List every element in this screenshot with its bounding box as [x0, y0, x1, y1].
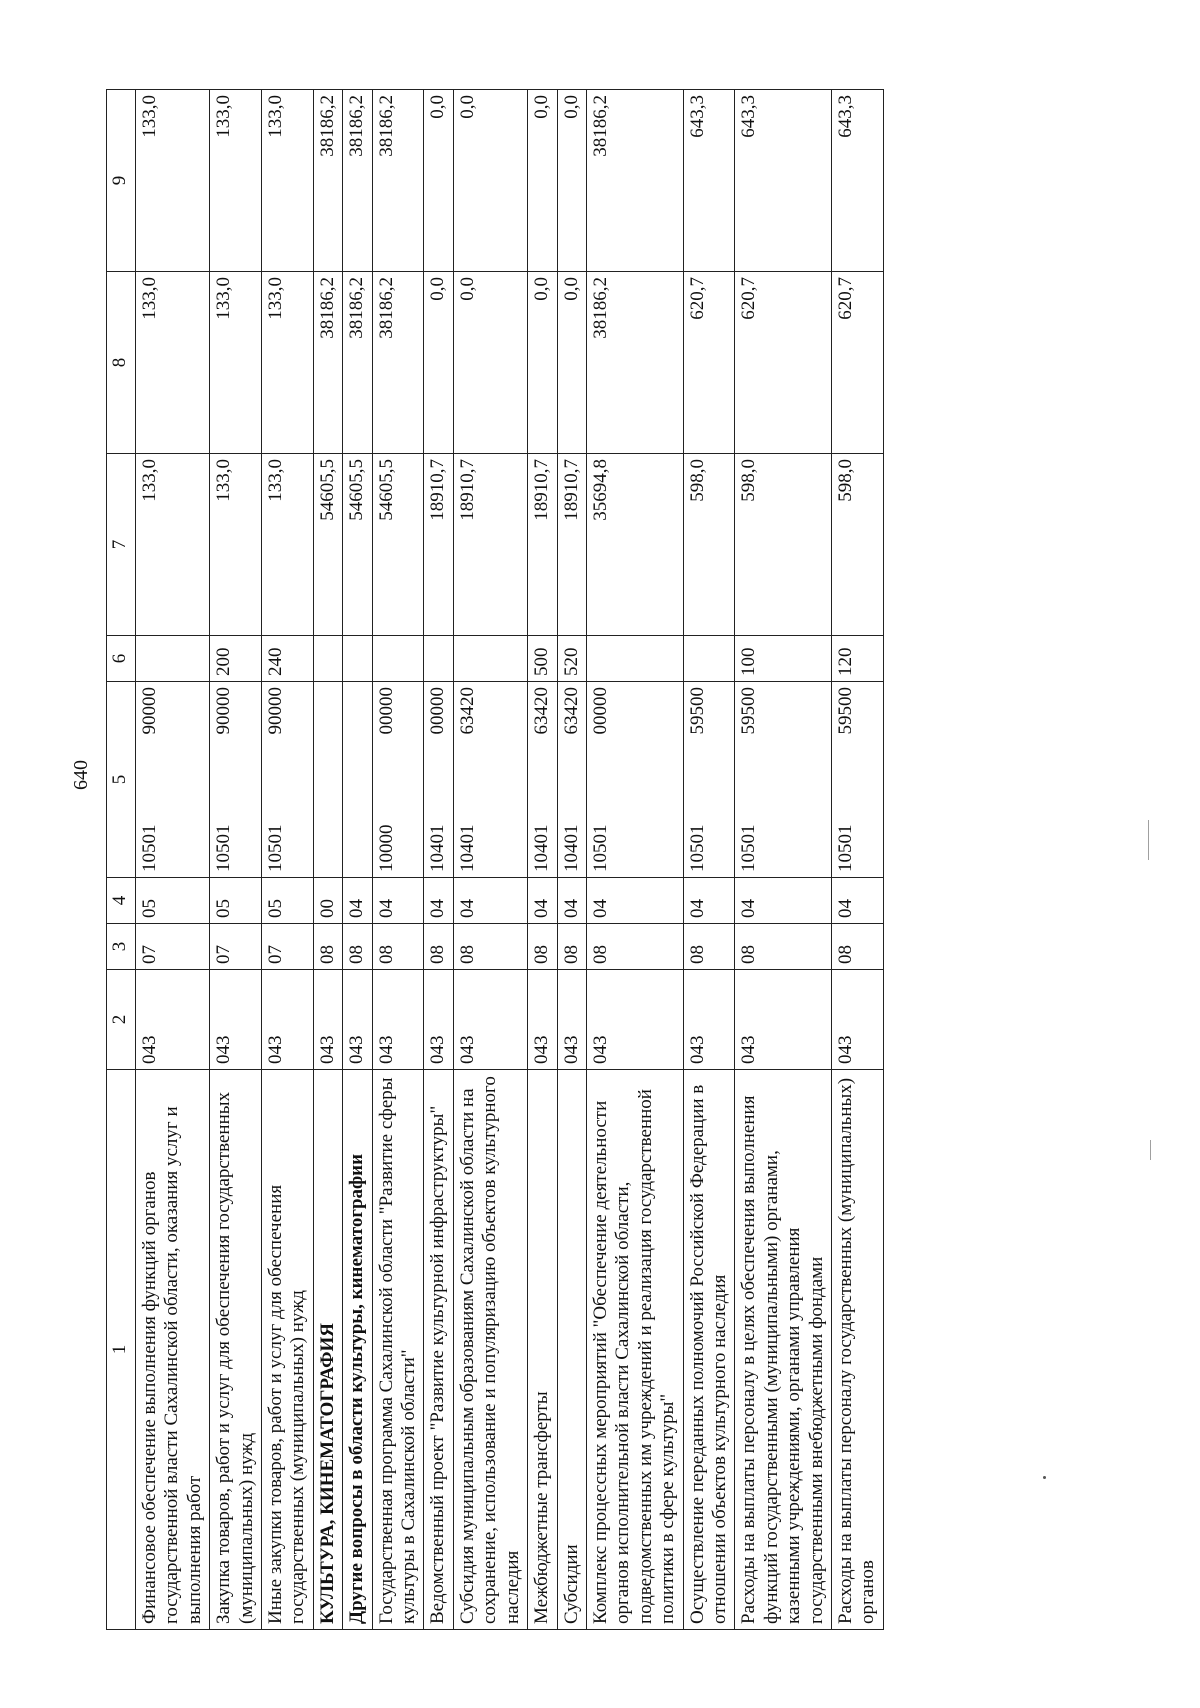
cell-section: 08 — [424, 924, 453, 970]
target-article-part-1: 10501 — [213, 824, 235, 872]
page-number: 640 — [70, 760, 92, 790]
cell-value-col8: 620,7 — [735, 272, 832, 454]
cell-admin-code: 043 — [372, 970, 424, 1070]
row-name: Субсидии — [557, 1070, 586, 1630]
cell-admin-code: 043 — [313, 970, 342, 1070]
scan-artifact — [1150, 1140, 1151, 1160]
table-row — [557, 90, 586, 1630]
cell-value-col9: 643,3 — [735, 90, 832, 272]
cell-section: 08 — [453, 924, 527, 970]
cell-expense-type — [586, 636, 683, 682]
column-header-7: 7 — [107, 454, 136, 636]
cell-subsection: 04 — [424, 878, 453, 924]
target-article-part-1: 10501 — [738, 824, 760, 872]
cell-expense-type — [453, 636, 527, 682]
cell-target-article — [210, 682, 262, 878]
cell-admin-code: 043 — [453, 970, 527, 1070]
cell-expense-type — [372, 636, 424, 682]
cell-value-col7: 35694,8 — [586, 454, 683, 636]
cell-expense-type: 120 — [831, 636, 883, 682]
target-article-part-2: 00000 — [427, 687, 449, 735]
cell-value-col9: 0,0 — [424, 90, 453, 272]
row-name: Межбюджетные трансферты — [528, 1070, 557, 1630]
row-name: Финансовое обеспечение выполнения функций органов государственной власти Сахалинской области, оказания услуг и выполнения работ — [136, 1070, 210, 1630]
cell-target-article — [424, 682, 453, 878]
header-row — [107, 90, 136, 1630]
cell-value-col7: 18910,7 — [528, 454, 557, 636]
cell-admin-code: 043 — [528, 970, 557, 1070]
table-row — [586, 90, 683, 1630]
cell-section: 08 — [557, 924, 586, 970]
cell-admin-code: 043 — [683, 970, 735, 1070]
row-name: Расходы на выплаты персоналу в целях обеспечения выполнения функций государственными (муниципальными) органами, казенными учреждениями, органами управления государственными внебюджетными фондами — [735, 1070, 832, 1630]
target-article-part-1: 10501 — [265, 824, 287, 872]
cell-value-col8: 0,0 — [557, 272, 586, 454]
table-row — [210, 90, 262, 1630]
cell-subsection: 05 — [210, 878, 262, 924]
cell-value-col9: 38186,2 — [343, 90, 372, 272]
target-article-part-2: 63420 — [531, 687, 553, 735]
target-article-part-1: 10401 — [456, 824, 478, 872]
target-article-part-2: 59500 — [738, 687, 760, 735]
column-header-5: 5 — [107, 682, 136, 878]
target-article-part-1: 10401 — [560, 824, 582, 872]
cell-value-col7: 598,0 — [831, 454, 883, 636]
cell-value-col8: 0,0 — [453, 272, 527, 454]
table-row — [313, 90, 342, 1630]
cell-expense-type — [343, 636, 372, 682]
cell-value-col9: 38186,2 — [586, 90, 683, 272]
target-article-part-1: 10501 — [139, 824, 160, 872]
row-name: Расходы на выплаты персоналу государственных (муниципальных) органов — [831, 1070, 883, 1630]
cell-section: 07 — [210, 924, 262, 970]
cell-target-article — [735, 682, 832, 878]
cell-value-col8: 38186,2 — [313, 272, 342, 454]
cell-target-article — [136, 682, 210, 878]
cell-subsection: 04 — [453, 878, 527, 924]
cell-value-col7: 54605,5 — [372, 454, 424, 636]
target-article-part-1: 10501 — [834, 824, 856, 872]
cell-subsection: 00 — [313, 878, 342, 924]
target-article-part-2: 90000 — [265, 687, 287, 735]
cell-admin-code: 043 — [735, 970, 832, 1070]
cell-section: 07 — [262, 924, 314, 970]
cell-section: 08 — [683, 924, 735, 970]
cell-section: 08 — [831, 924, 883, 970]
cell-target-article — [313, 682, 342, 878]
cell-target-article — [262, 682, 314, 878]
cell-subsection: 05 — [262, 878, 314, 924]
cell-target-article — [528, 682, 557, 878]
target-article-part-1: 10501 — [589, 824, 611, 872]
cell-value-col8: 38186,2 — [343, 272, 372, 454]
rotated-page — [60, 60, 1170, 1680]
cell-value-col9: 38186,2 — [313, 90, 342, 272]
row-name: Другие вопросы в области культуры, кинематографии — [343, 1070, 372, 1630]
target-article-part-1: 10401 — [531, 824, 553, 872]
cell-subsection: 04 — [557, 878, 586, 924]
cell-expense-type: 240 — [262, 636, 314, 682]
cell-value-col9: 643,3 — [831, 90, 883, 272]
row-name: Ведомственный проект "Развитие культурной инфраструктуры" — [424, 1070, 453, 1630]
cell-expense-type: 200 — [210, 636, 262, 682]
cell-admin-code: 043 — [262, 970, 314, 1070]
column-header-2: 2 — [107, 970, 136, 1070]
cell-target-article — [372, 682, 424, 878]
target-article-part-2: 00000 — [589, 687, 611, 735]
row-name: Иные закупки товаров, работ и услуг для обеспечения государственных (муниципальных) нужд — [262, 1070, 314, 1630]
cell-target-article — [586, 682, 683, 878]
cell-value-col9: 38186,2 — [372, 90, 424, 272]
cell-expense-type — [424, 636, 453, 682]
cell-value-col7: 54605,5 — [313, 454, 342, 636]
table-row — [453, 90, 527, 1630]
table-body — [136, 90, 884, 1630]
cell-admin-code: 043 — [343, 970, 372, 1070]
row-name: Комплекс процессных мероприятий "Обеспечение деятельности органов исполнительной власти Сахалинской области, подведомственных им учреждений и реализация государственной политики в сфере культуры" — [586, 1070, 683, 1630]
target-article-part-1: 10000 — [375, 824, 397, 872]
cell-value-col9: 0,0 — [453, 90, 527, 272]
cell-value-col7: 18910,7 — [424, 454, 453, 636]
target-article-part-2: 63420 — [456, 687, 478, 735]
cell-target-article — [683, 682, 735, 878]
cell-subsection: 04 — [372, 878, 424, 924]
cell-section: 08 — [313, 924, 342, 970]
column-header-3: 3 — [107, 924, 136, 970]
table-row — [372, 90, 424, 1630]
cell-value-col8: 133,0 — [210, 272, 262, 454]
table-row — [735, 90, 832, 1630]
cell-section: 08 — [735, 924, 832, 970]
cell-admin-code: 043 — [210, 970, 262, 1070]
column-header-1: 1 — [107, 1070, 136, 1630]
target-article-part-1: 10401 — [427, 824, 449, 872]
table-row — [683, 90, 735, 1630]
cell-value-col9: 133,0 — [262, 90, 314, 272]
cell-section: 07 — [136, 924, 210, 970]
cell-admin-code: 043 — [586, 970, 683, 1070]
target-article-part-2: 59500 — [834, 687, 856, 735]
scan-dot — [1043, 1476, 1046, 1479]
cell-value-col8: 133,0 — [262, 272, 314, 454]
cell-value-col8: 0,0 — [424, 272, 453, 454]
cell-value-col7: 133,0 — [210, 454, 262, 636]
cell-subsection: 04 — [586, 878, 683, 924]
cell-target-article — [831, 682, 883, 878]
cell-value-col8: 0,0 — [528, 272, 557, 454]
column-header-8: 8 — [107, 272, 136, 454]
cell-subsection: 04 — [831, 878, 883, 924]
table-row — [262, 90, 314, 1630]
cell-value-col9: 643,3 — [683, 90, 735, 272]
target-article-part-1: 10501 — [686, 824, 708, 872]
cell-target-article — [343, 682, 372, 878]
cell-value-col9: 0,0 — [557, 90, 586, 272]
column-header-6: 6 — [107, 636, 136, 682]
cell-section: 08 — [372, 924, 424, 970]
cell-value-col7: 133,0 — [136, 454, 210, 636]
cell-value-col7: 18910,7 — [557, 454, 586, 636]
cell-admin-code: 043 — [557, 970, 586, 1070]
cell-value-col7: 598,0 — [683, 454, 735, 636]
cell-admin-code: 043 — [831, 970, 883, 1070]
cell-subsection: 05 — [136, 878, 210, 924]
budget-table — [106, 89, 884, 1630]
row-name: Осуществление переданных полномочий Российской Федерации в отношении объектов культурного наследия — [683, 1070, 735, 1630]
cell-expense-type — [683, 636, 735, 682]
cell-subsection: 04 — [683, 878, 735, 924]
cell-value-col9: 133,0 — [136, 90, 210, 272]
cell-value-col7: 598,0 — [735, 454, 832, 636]
cell-expense-type: 520 — [557, 636, 586, 682]
cell-value-col8: 620,7 — [683, 272, 735, 454]
cell-subsection: 04 — [528, 878, 557, 924]
cell-admin-code: 043 — [424, 970, 453, 1070]
cell-value-col7: 54605,5 — [343, 454, 372, 636]
table-row — [424, 90, 453, 1630]
scan-artifact — [1148, 820, 1149, 860]
cell-value-col8: 133,0 — [136, 272, 210, 454]
column-header-4: 4 — [107, 878, 136, 924]
cell-value-col8: 620,7 — [831, 272, 883, 454]
cell-value-col8: 38186,2 — [372, 272, 424, 454]
target-article-part-2: 90000 — [139, 687, 160, 735]
cell-value-col9: 0,0 — [528, 90, 557, 272]
cell-value-col8: 38186,2 — [586, 272, 683, 454]
cell-section: 08 — [528, 924, 557, 970]
cell-expense-type — [313, 636, 342, 682]
target-article-part-2: 00000 — [375, 687, 397, 735]
cell-target-article — [453, 682, 527, 878]
cell-value-col9: 133,0 — [210, 90, 262, 272]
column-header-9: 9 — [107, 90, 136, 272]
cell-subsection: 04 — [735, 878, 832, 924]
cell-value-col7: 133,0 — [262, 454, 314, 636]
cell-expense-type: 500 — [528, 636, 557, 682]
table-row — [136, 90, 210, 1630]
cell-subsection: 04 — [343, 878, 372, 924]
cell-section: 08 — [343, 924, 372, 970]
cell-expense-type: 100 — [735, 636, 832, 682]
target-article-part-2: 90000 — [213, 687, 235, 735]
cell-expense-type — [136, 636, 210, 682]
table-row — [343, 90, 372, 1630]
cell-section: 08 — [586, 924, 683, 970]
cell-value-col7: 18910,7 — [453, 454, 527, 636]
row-name: Субсидия муниципальным образованиям Сахалинской области на сохранение, использование и популяризацию объектов культурного наследия — [453, 1070, 527, 1630]
cell-target-article — [557, 682, 586, 878]
row-name: Государственная программа Сахалинской области "Развитие сферы культуры в Сахалинской области" — [372, 1070, 424, 1630]
row-name: КУЛЬТУРА, КИНЕМАТОГРАФИЯ — [313, 1070, 342, 1630]
table-row — [831, 90, 883, 1630]
cell-admin-code: 043 — [136, 970, 210, 1070]
target-article-part-2: 59500 — [686, 687, 708, 735]
row-name: Закупка товаров, работ и услуг для обеспечения государственных (муниципальных) нужд — [210, 1070, 262, 1630]
target-article-part-2: 63420 — [560, 687, 582, 735]
table-row — [528, 90, 557, 1630]
